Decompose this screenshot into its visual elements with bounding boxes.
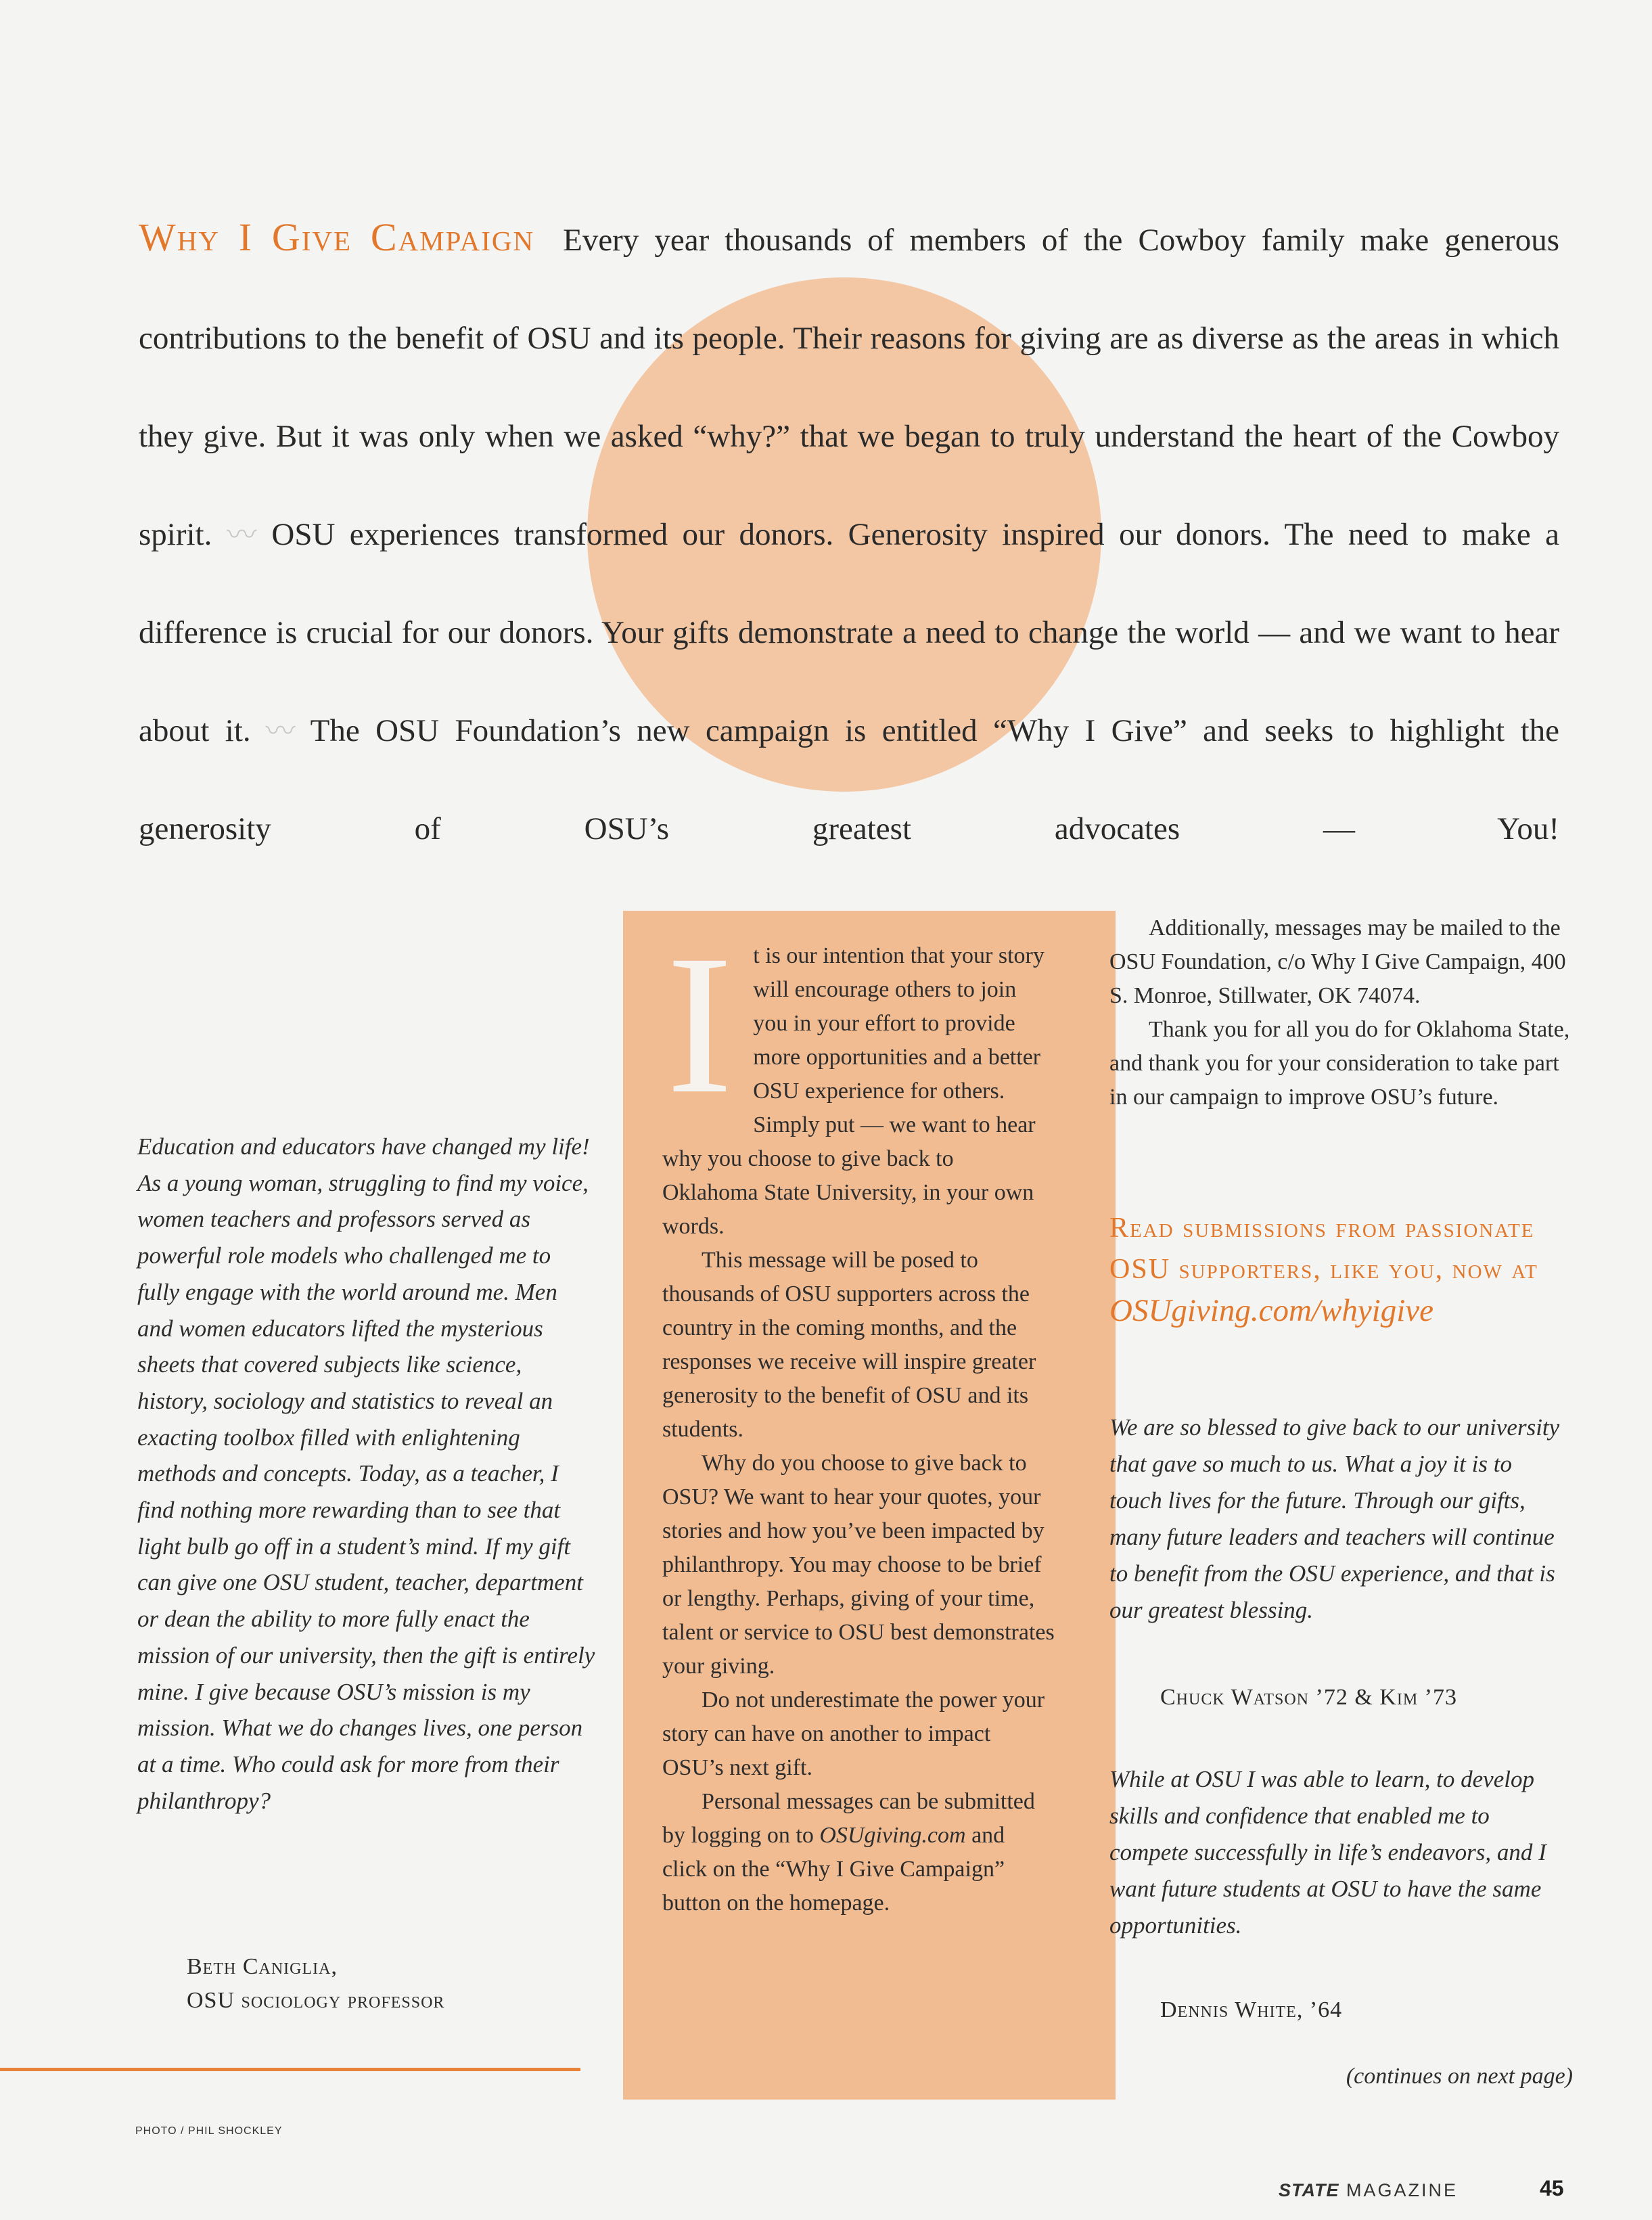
- byline-role: OSU sociology professor: [187, 1988, 445, 2013]
- col3-paragraph: Thank you for all you do for Oklahoma State, and thank you for your consideration to take part in our campaign to improve OSU’s future.: [1109, 1017, 1570, 1110]
- sidebar-paragraph: Do not underestimate the power your story can have on another to impact OSU’s next gift.: [662, 1687, 1045, 1780]
- sidebar-paragraph: Why do you choose to give back to OSU? We want to hear your quotes, your stories and how you’ve been impacted by philanthropy. You may choose to be brief or lengthy. Perhaps, giving of your time, talent or service to OSU best demonstrates your giving.: [662, 1451, 1055, 1679]
- intro-text-b: OSU experiences transformed our donors. Generosity inspired our donors. The need to make a difference is crucial for our donors. Your gifts demonstrate a need to change the world — and we want to hear about it.: [139, 517, 1559, 748]
- byline-watson: Chuck Watson ’72 & Kim ’73: [1160, 1685, 1457, 1710]
- ornament-icon: 〰: [265, 715, 296, 748]
- magazine-name: [1279, 2180, 1458, 2201]
- ornament-icon: 〰: [227, 518, 257, 551]
- byline-white: Dennis White, ’64: [1160, 1997, 1343, 2022]
- quote-caniglia: Education and educators have changed my life! As a young woman, struggling to find my voice, women teachers and professors served as powerful role models who challenged me to fully engage with the world around me. Men and women educators lifted the mysterious sheets that covered subjects like science, history, sociology and statistics to reveal an exacting toolbox filled with enlightening methods and concepts. Today, as a teacher, I find nothing more rewarding than to see that light bulb go off in a student’s mind. If my gift can give one OSU student, teacher, department or dean the ability to more fully enact the mission of our university, then the gift is entirely mine. I give because OSU’s mission is my mission. What we do changes lives, one person at a time. Who could ask for more from their philanthropy?: [137, 1133, 595, 1814]
- quote-white: While at OSU I was able to learn, to develop skills and confidence that enabled me to compete successfully in life’s endeavors, and I want future students at OSU to have the same opportunities.: [1109, 1766, 1546, 1939]
- photo-credit: PHOTO / PHIL SHOCKLEY: [135, 2125, 283, 2137]
- dropcap: I: [666, 913, 733, 1135]
- col3-paragraph: Additionally, messages may be mailed to the OSU Foundation, c/o Why I Give Campaign, 400 S. Monroe, Stillwater, OK 74074.: [1109, 915, 1566, 1008]
- quote-watson: We are so blessed to give back to our university that gave so much to us. What a joy it is to touch lives for the future. Through our gifts, many future leaders and teachers will continue to benefit from the OSU experience, and that is our greatest blessing.: [1109, 1414, 1560, 1623]
- page-number: 45: [1540, 2176, 1564, 2200]
- byline-caniglia: [187, 1950, 444, 2018]
- osugiving-link[interactable]: OSUgiving.com: [819, 1823, 966, 1848]
- divider-rule: [0, 2068, 580, 2071]
- read-more-text: Read submissions from passionate OSU supporters, like you, now at: [1109, 1213, 1538, 1285]
- campaign-title: Why I Give Campaign: [139, 215, 535, 259]
- sidebar-paragraph: This message will be posed to thousands of OSU supporters across the country in the coming months, and the responses we receive will inspire greater generosity to the benefit of OSU and its students.: [662, 1248, 1036, 1442]
- sidebar-p5-post: and click on the “Why I Give Campaign” button on the homepage.: [662, 1823, 1005, 1916]
- column-three: [1109, 911, 1573, 1114]
- sidebar-paragraph: t is our intention that your story will encourage others to join you in your effort to provide more opportunities and a better OSU experience for others. Simply put — we want to hear why you choose to give back to Oklahoma State University, in your own words.: [662, 943, 1045, 1239]
- intro-paragraph: [139, 188, 1559, 878]
- read-more-callout: [1109, 1208, 1569, 1333]
- magazine-state: STATE: [1279, 2180, 1339, 2200]
- byline-name: Beth Caniglia,: [187, 1954, 338, 1979]
- intro-text-a: Every year thousands of members of the Cowboy family make generous contributions to the benefit of OSU and its people. Their reasons for giving are as diverse as the areas in which they give. But it was only when we asked “why?” that we began to truly understand the heart of the Cowboy spirit.: [139, 223, 1559, 552]
- sidebar-text: [662, 913, 1055, 1920]
- sidebar-p5-pre: Personal messages can be submitted by logging on to: [662, 1789, 1035, 1848]
- magazine-word: MAGAZINE: [1339, 2180, 1459, 2200]
- continues-note: (continues on next page): [1346, 2064, 1573, 2089]
- intro-text-c: The OSU Foundation’s new campaign is entitled “Why I Give” and seeks to highlight the generosity of OSU’s greatest advocates — You!: [139, 713, 1559, 846]
- sidebar-paragraph: [662, 1785, 1055, 1920]
- whyigive-link[interactable]: OSUgiving.com/whyigive: [1109, 1293, 1434, 1328]
